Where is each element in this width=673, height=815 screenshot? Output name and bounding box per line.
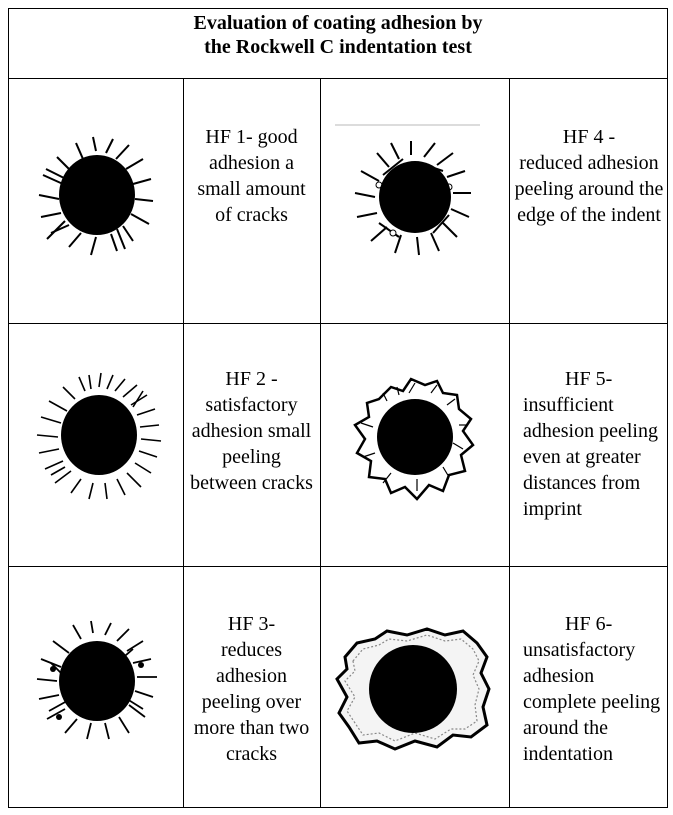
image-top-border <box>335 124 480 126</box>
grade-hf5-description <box>509 366 669 522</box>
row-divider <box>9 566 667 567</box>
grade-hf5-code: HF 5- <box>565 368 613 390</box>
grade-hf4-description <box>509 124 669 228</box>
grade-hf2-code: HF 2 - <box>225 368 278 390</box>
grade-hf6-code: HF 6- <box>565 613 613 635</box>
grade-hf2-description <box>183 366 320 496</box>
grade-hf1-text: adhesion a small amount of cracks <box>197 152 306 226</box>
column-divider <box>320 79 321 807</box>
adhesion-table <box>8 8 668 808</box>
indent-image-hf3 <box>23 619 173 769</box>
title-line-1: Evaluation of coating adhesion by <box>193 12 483 34</box>
indent-image-hf4 <box>339 137 489 277</box>
grade-hf1-description <box>183 124 320 228</box>
grade-hf3-code: HF 3- <box>227 613 276 635</box>
indent-image-hf2 <box>25 371 175 521</box>
indent-image-hf6 <box>327 617 497 767</box>
grade-hf3-text: reduces adhesion peeling over more than two cracks <box>193 639 310 765</box>
grade-hf5-text: insufficient adhesion peeling even at greater distances from imprint <box>523 394 658 520</box>
grade-hf4-code: HF 4 - <box>562 126 616 148</box>
row-divider <box>9 323 667 324</box>
grade-hf4-text: reduced adhesion peeling around the edge of the indent <box>514 152 664 226</box>
grade-hf1-code: HF 1- good <box>205 126 298 148</box>
grade-hf2-text: satisfactory adhesion small peeling between cracks <box>190 394 313 494</box>
grade-hf3-description <box>183 611 320 767</box>
table-title <box>9 9 667 79</box>
title-line-2: the Rockwell C indentation test <box>204 36 472 58</box>
grade-hf6-description <box>509 611 669 767</box>
indent-image-hf1 <box>21 129 171 279</box>
indent-image-hf5 <box>339 369 489 519</box>
grade-hf6-text: unsatisfactory adhesion complete peeling around the indentation <box>523 639 661 765</box>
